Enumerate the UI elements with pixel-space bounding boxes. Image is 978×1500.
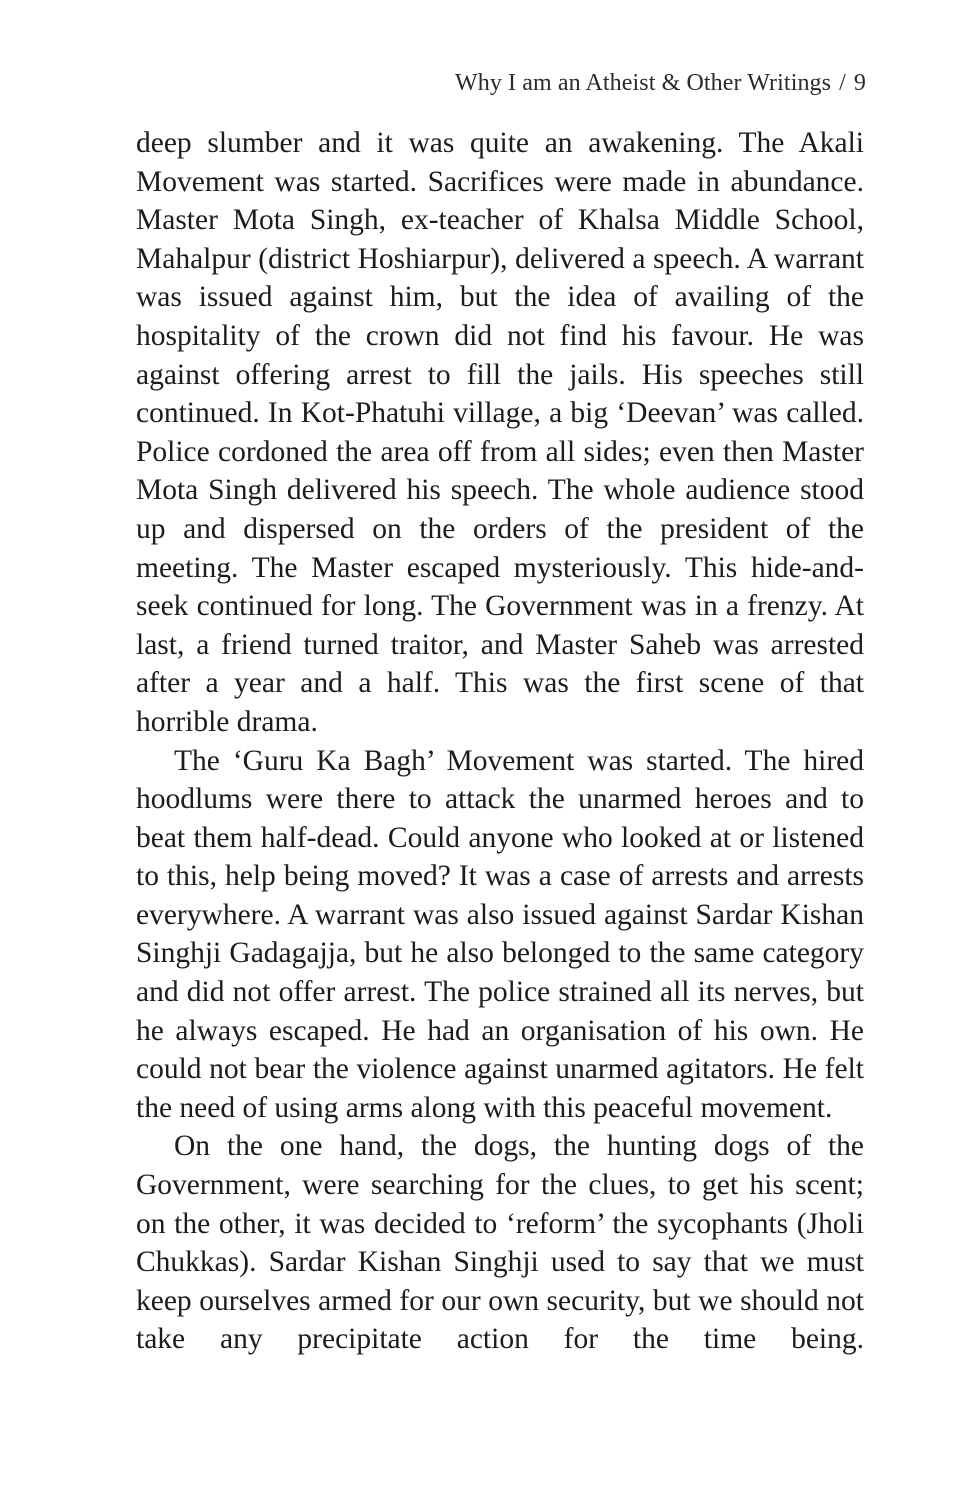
header-separator: / bbox=[839, 70, 846, 96]
paragraph-continued: deep slumber and it was quite an awakening. The Akali Movement was started. Sacrifices were made in abundance. Master Mota Singh, ex-teacher of Khalsa Middle School, Mahalpur (district Hoshiarpur), delivered a speech. A warrant was issued against him, but the idea of availing of the hospitality of the crown did not find his favour. He was against offering arrest to fill the jails. His speeches still continued. In Kot-Phatuhi village, a big ‘Deevan’ was called. Police cordoned the area off from all sides; even then Master Mota Singh delivered his speech. The whole audience stood up and dispersed on the orders of the president of the meeting. The Master escaped mysteriously. This hide-and-seek continued for long. The Government was in a frenzy. At last, a friend turned traitor, and Master Saheb was arrested after a year and a half. This was the first scene of that horrible drama. bbox=[136, 127, 864, 738]
page-body bbox=[136, 124, 864, 1359]
book-title: Why I am an Atheist & Other Writings bbox=[454, 70, 832, 96]
running-head bbox=[455, 70, 866, 97]
paragraph-hunting-dogs: On the one hand, the dogs, the hunting dogs of the Government, were searching for the clues, to get his scent; on the other, it was decided to ‘reform’ the sycophants (Jholi Chukkas). Sardar Kishan Singhji used to say that we must keep ourselves armed for our own security, but we should not take any precipitate action for the time being. bbox=[136, 1130, 864, 1356]
paragraph-guru-ka-bagh: The ‘Guru Ka Bagh’ Movement was started. The hired hoodlums were there to attack the unarmed heroes and to beat them half-dead. Could anyone who looked at or listened to this, help being moved? It was a case of arrests and arrests everywhere. A warrant was also issued against Sardar Kishan Singhji Gadagajja, but he also belonged to the same category and did not offer arrest. The police strained all its nerves, but he always escaped. He had an organisation of his own. He could not bear the violence against unarmed agitators. He felt the need of using arms along with this peaceful movement. bbox=[136, 744, 864, 1124]
page-number: 9 bbox=[853, 70, 866, 96]
